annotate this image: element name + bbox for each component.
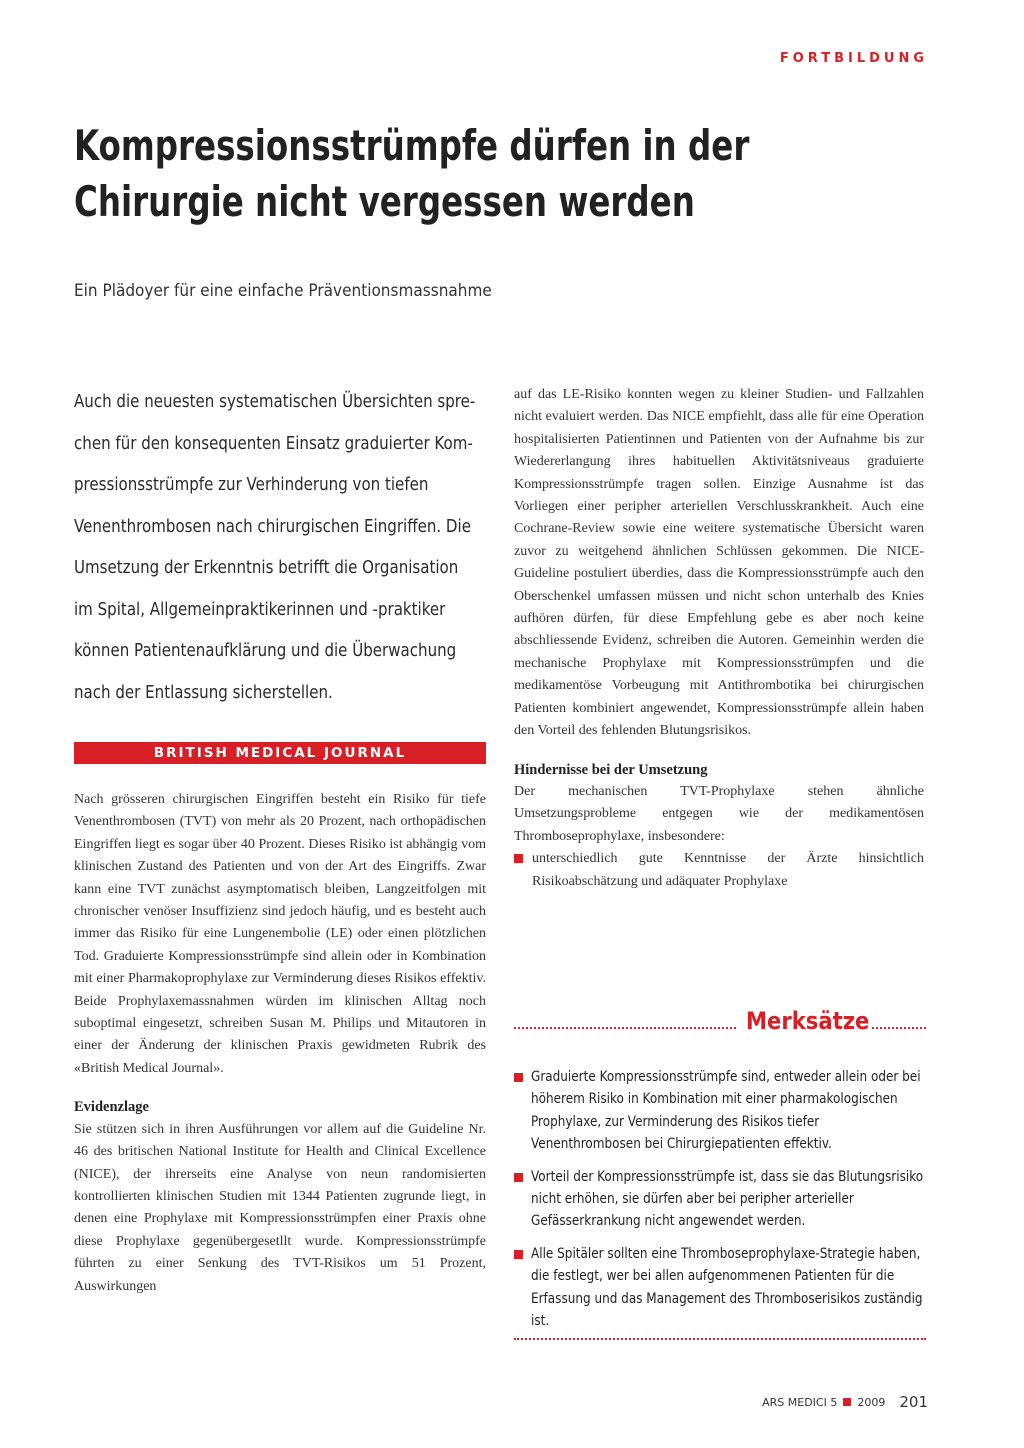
merksatz-text: Alle Spitäler sollten eine Thromboseprophylaxe-Strategie haben, die festlegt, wer bei allen aufgenommenen Patienten für die Erfassung und das Management des Thromboserisikos zuständig ist.	[531, 1245, 923, 1330]
body-column-right	[514, 384, 924, 893]
lead-paragraph	[74, 382, 476, 714]
merksatz-text: Graduierte Kompressionsstrümpfe sind, entweder allein oder bei höherem Risiko in Kombination mit einer pharmakologischen Prophylaxe, zur Verminderung des Risikos tiefer Venenthrombosen bei Chirurgiepatienten effektiv.	[531, 1069, 921, 1153]
journal-issue: ARS MEDICI 5	[762, 1395, 838, 1409]
merksaetze-divider-right	[872, 1027, 926, 1029]
lead-line: pressionsstrümpfe zur Verhinderung von tiefen	[74, 475, 429, 495]
lead-line: können Patientenaufklärung und die Überwachung	[74, 641, 457, 661]
merksaetze-list	[514, 1066, 930, 1342]
page-footer	[762, 1393, 928, 1411]
lead-line: Auch die neuesten systematischen Übersichten spre-	[74, 392, 476, 412]
section-heading-evidence: Evidenzlage	[74, 1099, 149, 1116]
separator-square-icon	[843, 1398, 851, 1406]
title-line-1: Kompressionsstrümpfe dürfen in der	[74, 121, 750, 170]
lead-line: Venenthrombosen nach chirurgischen Eingriffen. Die	[74, 516, 471, 537]
page-number: 201	[899, 1393, 928, 1411]
barrier-list	[514, 848, 924, 893]
merksaetze-divider-left	[514, 1027, 736, 1029]
body-column-left	[74, 789, 486, 1298]
journal-year: 2009	[857, 1395, 886, 1409]
merksatz-item	[514, 1166, 930, 1233]
lead-line: nach der Entlassung sicherstellen.	[74, 682, 333, 703]
body-paragraph: auf das LE-Risiko konnten wegen zu kleiner Studien- und Fallzahlen nicht evaluiert werden. Das NICE empfiehlt, dass alle für eine Operation hospitalisierten Patientinnen und Patienten von der Aufnahme bis zur Wiedererlangung ihres habituellen Aktivitätsniveaus graduierte Kompressionsstrümpfe tragen sollen. Einzige Ausnahme ist das Vorliegen einer peripher arteriellen Verschlusskrankheit. Auch eine Cochrane-Review sowie eine weitere systematische Übersicht waren zuvor zu weitgehend ähnlichen Schlüssen gekommen. Die NICE-Guideline postuliert überdies, dass die Kompressionsstrümpfe auch den Oberschenkel umfassen müssen und nicht schon unterhalb des Knies aufhören dürfen, für diese Empfehlung gebe es aber noch keine abschliessende Evidenz, schreiben die Autoren. Gemeinhin werden die mechanische Prophylaxe mit Kompressionsstrümpfen und die medikamentöse Vorbeugung mit Antithrombotika bei chirurgischen Patienten kombiniert angewendet, Kompressionsstrümpfe allein haben den Vorteil des fehlenden Blutungsrisikos.	[514, 387, 924, 739]
list-item: unterschiedlich gute Kenntnisse der Ärzte hinsichtlich Risikoabschätzung und adäquater Prophylaxe	[514, 848, 924, 893]
body-paragraph: Nach grösseren chirurgischen Eingriffen besteht ein Risiko für tiefe Venenthrombosen (TVT) von mehr als 20 Prozent, nach orthopädischen Eingriffen liegt es sogar über 40 Prozent. Dieses Risiko ist abhängig vom klinischen Zustand des Patienten und von der Art des Eingriffs. Zwar kann eine TVT zunächst asymptomatisch bleiben, Langzeitfolgen mit chronischer venöser Insuffizienz sind jedoch häufig, und es besteht auch immer das Risiko für eine Lungenembolie (LE) oder einen plötzlichen Tod. Graduierte Kompressionsstrümpfe sind allein oder in Kombination mit einer Pharmakoprophylaxe zur Verminderung dieses Risikos effektiv. Beide Prophylaxemassnahmen würden im klinischen Alltag noch suboptimal eingesetzt, schreiben Susan M. Philips und Mitautoren in einer der Änderung der klinischen Praxis gewidmeten Rubrik des «British Medical Journal».	[74, 792, 486, 1076]
body-paragraph: Der mechanischen TVT-Prophylaxe stehen ähnliche Umsetzungsprobleme entgegen wie der medikamentösen Thromboseprophylaxe, insbesondere:	[514, 783, 924, 844]
merksatz-item	[514, 1066, 930, 1156]
merksaetze-divider-bottom	[514, 1338, 926, 1340]
source-banner: BRITISH MEDICAL JOURNAL	[74, 742, 486, 764]
lead-line: im Spital, Allgemeinpraktikerinnen und -praktiker	[74, 599, 446, 620]
title-line-2: Chirurgie nicht vergessen werden	[74, 177, 695, 226]
section-heading-barriers: Hindernisse bei der Umsetzung	[514, 761, 708, 778]
body-paragraph: Sie stützen sich in ihren Ausführungen vor allem auf die Guideline Nr. 46 des britischen National Institute for Health and Clinical Excellence (NICE), der ihrerseits eine Analyse von neun randomisierten kontrollierten klinischen Studien mit 1344 Patienten zugrunde liegt, in denen eine Prophylaxe mit Kompressionsstrümpfen einer Praxis ohne diese Prophylaxe gegenübergesetllt wurde. Kompressionsstrümpfe führten zu einer Senkung des TVT-Risikos um 51 Prozent, Auswirkungen	[74, 1121, 486, 1294]
article-subtitle: Ein Plädoyer für eine einfache Präventionsmassnahme	[74, 281, 492, 301]
merksaetze-title: Merksätze	[746, 1007, 870, 1035]
lead-line: chen für den konsequenten Einsatz graduierter Kom-	[74, 433, 473, 454]
article-title	[74, 118, 814, 230]
section-label: FORTBILDUNG	[779, 51, 928, 66]
merksatz-item	[514, 1243, 930, 1333]
merksatz-text: Vorteil der Kompressionsstrümpfe ist, dass sie das Blutungsrisiko nicht erhöhen, sie dürfen aber bei peripher arterieller Gefässerkrankung nicht angewendet werden.	[531, 1168, 924, 1230]
lead-line: Umsetzung der Erkenntnis betrifft die Organisation	[74, 558, 459, 578]
